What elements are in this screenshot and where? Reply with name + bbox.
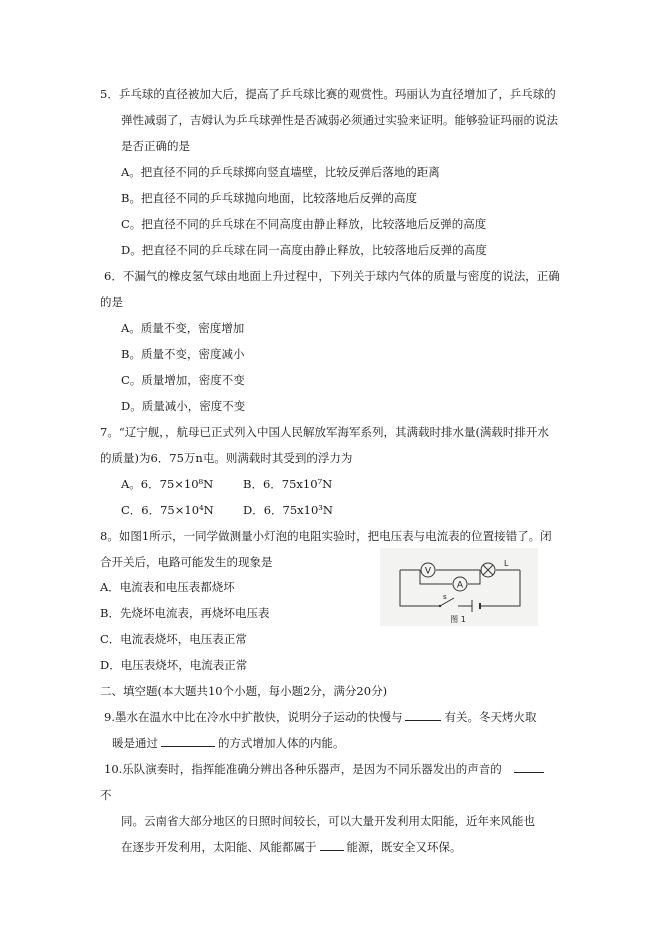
q10-line4 xyxy=(121,839,462,855)
q7-option-a: A。6．75×10⁸N xyxy=(121,477,214,491)
q8-option-b: B．先烧坏电流表，再烧坏电压表 xyxy=(100,606,270,620)
q9-line2-text-b: 的方式增加人体的内能。 xyxy=(218,736,345,750)
circuit-diagram xyxy=(380,548,538,626)
q10-blank-1[interactable] xyxy=(514,761,544,773)
q9-line1-text-b: 有关。冬天烤火取 xyxy=(444,710,537,724)
q10-line4-text-a: 在逐步开发利用，太阳能、风能都属于 xyxy=(121,840,317,854)
voltmeter-label: V xyxy=(424,566,432,577)
q6-option-b: B。质量不变，密度减小 xyxy=(121,347,245,361)
section2-heading: 二、填空题(本大题共10个小题，每小题2分，满分20分) xyxy=(100,684,388,698)
q7-option-d: D．6．75x10³N xyxy=(243,503,333,517)
q6-option-d: D。质量减小，密度不变 xyxy=(121,399,246,413)
q9-blank-1[interactable] xyxy=(405,709,441,721)
q9-line1 xyxy=(104,709,536,725)
q7-option-c: C．6．75×10⁴N xyxy=(121,503,214,517)
q10-line3: 同。云南省大部分地区的日照时间较长，可以大量开发利用太阳能，近年来风能也 xyxy=(121,814,535,828)
switch-label: s xyxy=(443,593,447,601)
lamp-label: L xyxy=(504,559,509,568)
q7-stem-line2: 的质量)为6．75万n屯。则满载时其受到的浮力为 xyxy=(100,451,353,465)
q5-option-d: D。把直径不同的乒乓球在同一高度由静止释放，比较落地后反弹的高度 xyxy=(121,243,487,257)
q8-stem-line1: 8。如图1所示，一同学做测量小灯泡的电阻实验时，把电压表与电流表的位置接错了。闭 xyxy=(100,529,552,543)
q5-stem-line2: 弹性减弱了，吉姆认为乒乓球弹性是否减弱必须通过实验来证明。能够验证玛丽的说法 xyxy=(121,113,558,127)
ammeter-label: A xyxy=(456,580,464,591)
q9-line2 xyxy=(112,735,345,751)
switch-pivot xyxy=(439,605,441,607)
q8-option-a: A．电流表和电压表都烧坏 xyxy=(100,580,235,594)
q6-option-c: C。质量增加，密度不变 xyxy=(121,373,245,387)
q9-blank-2[interactable] xyxy=(161,735,215,747)
q9-line1-text-a: 9.墨水在温水中比在冷水中扩散快，说明分子运动的快慢与 xyxy=(104,710,403,724)
q5-stem-line1: 5．乒乓球的直径被加大后，提高了乒乓球比赛的观赏性。玛丽认为直径增加了，乒乓球的 xyxy=(100,87,556,101)
circuit-figure xyxy=(380,548,538,626)
q10-line4-text-b: 能源，既安全又环保。 xyxy=(346,840,462,854)
q8-option-d: D．电压表烧坏，电流表正常 xyxy=(100,658,248,672)
q7-stem-line1: 7。“辽宁舰，，航母已正式列入中国人民解放军海军系列，其满载时排水量(满载时排开水 xyxy=(100,425,549,439)
figure-caption: 图 1 xyxy=(450,615,466,624)
q8-option-c: C．电流表烧坏，电压表正常 xyxy=(100,632,247,646)
q10-line1 xyxy=(104,761,547,777)
q6-option-a: A。质量不变，密度增加 xyxy=(121,321,245,335)
q5-option-a: A。把直径不同的乒乓球掷向竖直墙壁，比较反弹后落地的距离 xyxy=(121,165,440,179)
q6-stem-line1: 6．不漏气的橡皮氢气球由地面上升过程中，下列关于球内气体的质量与密度的说法，正确 xyxy=(104,269,560,283)
q10-line1-text-a: 10.乐队演奏时，指挥能准确分辨出各种乐器声，是因为不同乐器发出的声音的 xyxy=(104,762,502,776)
q5-stem-line3: 是否正确的是 xyxy=(121,139,190,153)
q8-stem-line2: 合开关后，电路可能发生的现象是 xyxy=(100,555,273,569)
q9-line2-text-a: 暖是通过 xyxy=(112,736,158,750)
q5-option-b: B。把直径不同的乒乓球抛向地面，比较落地后反弹的高度 xyxy=(121,191,417,205)
q10-blank-2[interactable] xyxy=(320,839,344,851)
q7-option-b: B．6．75x10⁷N xyxy=(243,477,333,491)
q5-option-c: C。把直径不同的乒乓球在不同高度由静止释放，比较落地后反弹的高度 xyxy=(121,217,487,231)
q6-stem-line2: 的是 xyxy=(100,295,123,309)
q10-line2: 不 xyxy=(100,788,112,802)
